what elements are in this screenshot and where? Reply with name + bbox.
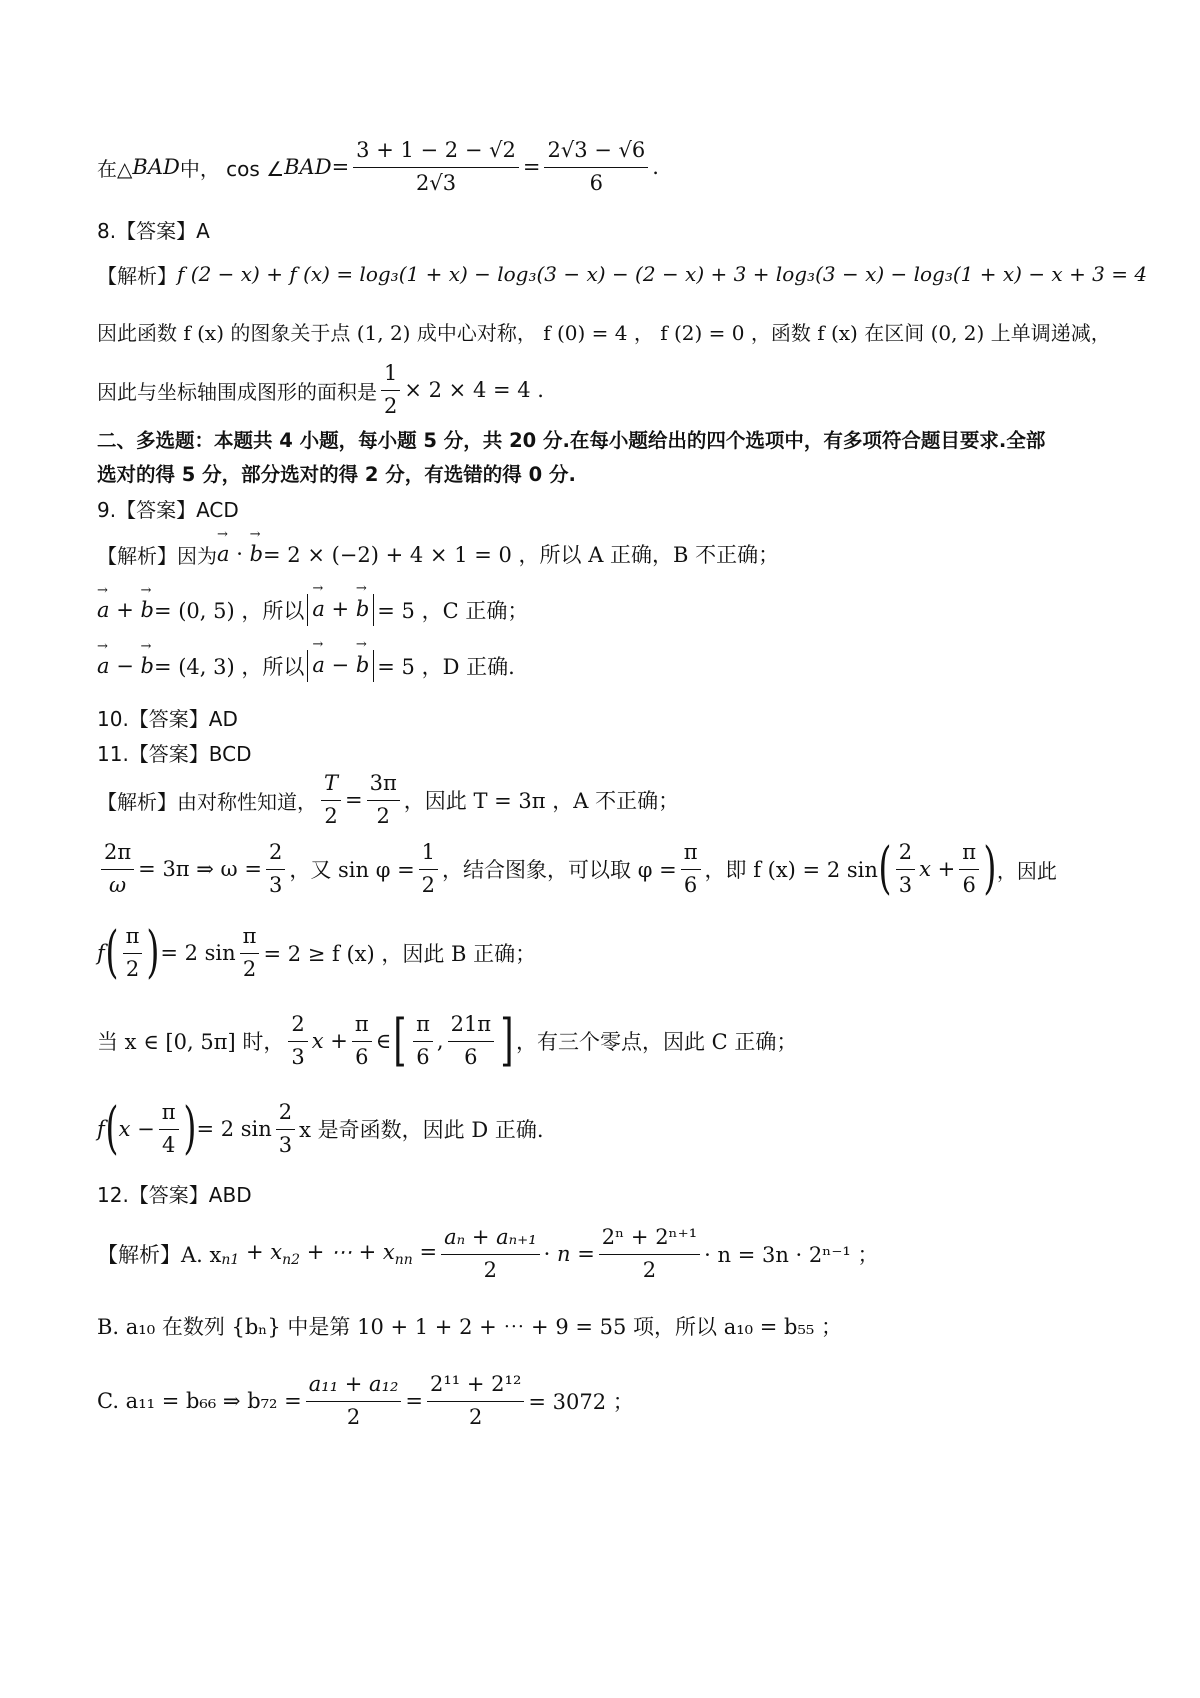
vector-a: → a [312, 596, 325, 623]
fraction [276, 1100, 295, 1157]
text: = 5 ，D 正确. [377, 655, 515, 679]
fraction [448, 1012, 495, 1069]
denominator: 6 [355, 1044, 369, 1069]
vector-a: → a [97, 598, 110, 622]
text: BAD [284, 155, 332, 179]
vector-b: → b [250, 542, 263, 566]
fraction [896, 840, 915, 897]
solution-11-line-1 [97, 768, 1160, 832]
solution-9-line-3 [97, 646, 1160, 686]
solution-11-line-4 [97, 1008, 1160, 1074]
text: = [522, 155, 541, 179]
denominator: 6 [683, 872, 698, 897]
numerator: π [240, 924, 260, 953]
text: ，结合图象，可以取 φ = [442, 858, 677, 882]
denominator: 3 [268, 872, 283, 897]
text: = 2 ≥ f (x) ，因此 B 正确； [263, 942, 537, 966]
equals: = [345, 788, 363, 812]
numerator: 2ⁿ + 2ⁿ⁺¹ [599, 1225, 700, 1254]
numerator: π [123, 924, 143, 953]
solution-12-line-a [97, 1222, 1160, 1286]
numerator: 2¹¹ + 2¹² [427, 1372, 524, 1401]
solution-11-line-3 [97, 920, 1160, 986]
answer-11: 11.【答案】BCD [97, 741, 252, 766]
vector-a: → a [97, 654, 110, 678]
text: = 2 sin [160, 941, 236, 965]
fraction [599, 1225, 700, 1282]
text: ∈ [375, 1029, 392, 1053]
numerator: π [413, 1012, 433, 1041]
solution-8-line-1 [97, 256, 1160, 292]
fraction [159, 1100, 179, 1157]
denominator: 2 [483, 1257, 498, 1282]
numerator: 2 [276, 1100, 295, 1129]
text: 【解析】 [97, 263, 177, 288]
right-paren: ) [983, 836, 997, 901]
equals: = [405, 1389, 424, 1413]
numerator: 2π [101, 840, 134, 869]
vector-a: → a [217, 542, 230, 566]
fraction [288, 1012, 307, 1069]
denominator: 2 [346, 1404, 361, 1429]
numerator: T [321, 771, 341, 800]
fraction [240, 924, 260, 981]
numerator: 2 [896, 840, 915, 869]
right-paren: ) [146, 920, 160, 985]
vector-a: → a [312, 652, 325, 679]
numerator: 1 [381, 361, 400, 390]
fraction [123, 924, 143, 981]
denominator: 2√3 [415, 170, 457, 195]
numerator: π [681, 840, 701, 869]
numerator: π [352, 1012, 372, 1041]
function-f: f [97, 941, 105, 965]
text: ，又 sin φ = [289, 858, 415, 882]
numerator: 1 [419, 840, 438, 869]
text: 在△ [97, 156, 133, 181]
solution-12-line-b: B. a₁₀ 在数列 {bₙ} 中是第 10 + 1 + 2 + ⋯ + 9 = 55 项，所以 a₁₀ = b₅₅ ； [97, 1315, 842, 1339]
denominator: 2 [324, 803, 338, 828]
numerator: aₙ + aₙ₊₁ [441, 1225, 540, 1254]
text: ，因此 [996, 858, 1057, 883]
section-2-heading-line-1: 二、多选题：本题共 4 小题，每小题 5 分，共 20 分.在每小题给出的四个选项中，有多项符合题目要求.全部 [97, 429, 1046, 452]
fraction [367, 771, 400, 828]
left-bracket: [ [393, 1008, 407, 1073]
denominator: 6 [962, 872, 976, 897]
text: = 5 ，C 正确； [377, 599, 529, 623]
vector-b: → b [140, 654, 153, 678]
vector-b: → b [356, 652, 369, 679]
denominator: 2 [421, 872, 436, 897]
text: 【解析】A. x [97, 1243, 222, 1267]
numerator: 21π [448, 1012, 495, 1041]
text: 当 x ∈ [0, 5π] 时， [97, 1030, 285, 1054]
absolute-value: → a − → b [307, 650, 374, 681]
fraction [413, 1012, 433, 1069]
numerator: a₁₁ + a₁₂ [306, 1372, 402, 1401]
numerator: π [959, 840, 979, 869]
text: f (2 − x) + f (x) = log₃(1 + x) − log₃(3 − x) − (2 − x) + 3 + log₃(3 − x) − log₃(1 + x) − x + 3 = 4 [177, 262, 1148, 286]
vector-b: → b [356, 596, 369, 623]
fraction [352, 1012, 372, 1069]
answer-9: 9.【答案】ACD [97, 497, 239, 522]
text: C. a₁₁ = b₆₆ ⇒ b₇₂ = [97, 1389, 302, 1413]
text: x 是奇函数，因此 D 正确. [299, 1118, 544, 1142]
fraction [544, 138, 648, 195]
answer-8: 8.【答案】A [97, 218, 210, 243]
fraction [306, 1372, 402, 1429]
fraction [321, 771, 341, 828]
text: = 3072 ； [528, 1390, 634, 1414]
answer-10: 10.【答案】AD [97, 706, 238, 731]
text: x + [919, 857, 956, 881]
solution-9-line-1 [97, 536, 1160, 572]
denominator: 6 [416, 1044, 430, 1069]
numerator: 2√3 − √6 [544, 138, 648, 167]
denominator: 6 [589, 170, 604, 195]
fraction [101, 840, 134, 897]
fraction [959, 840, 979, 897]
text: = (0, 5) ，所以 [153, 599, 305, 623]
right-paren: ) [182, 1096, 197, 1161]
minus-operator: − [109, 654, 141, 678]
fraction [427, 1372, 524, 1429]
denominator: 3 [291, 1044, 305, 1069]
left-paren: ( [105, 1096, 119, 1161]
text: x + [311, 1029, 348, 1053]
denominator: 6 [464, 1044, 478, 1069]
text: = 2 sin [196, 1117, 272, 1141]
numerator: π [159, 1100, 179, 1129]
left-paren: ( [878, 836, 892, 901]
fraction [441, 1225, 540, 1282]
text: . [652, 155, 659, 179]
fraction [353, 138, 519, 195]
denominator: 4 [161, 1132, 176, 1157]
numerator: 2 [288, 1012, 307, 1041]
fraction [266, 840, 285, 897]
numerator: 3π [367, 771, 400, 800]
solution-12-line-c [97, 1368, 1160, 1434]
solution-9-line-2 [97, 590, 1160, 630]
text: ，即 f (x) = 2 sin [704, 858, 878, 882]
text: 【解析】因为 [97, 543, 217, 568]
absolute-value: → a + → b [307, 594, 374, 625]
vector-b: → b [140, 598, 153, 622]
text: = [331, 155, 350, 179]
fraction [381, 361, 400, 418]
text: 【解析】由对称性知道， [97, 789, 317, 814]
right-bracket: ] [500, 1008, 514, 1073]
denominator: 2 [642, 1257, 657, 1282]
text: ，有三个零点，因此 C 正确； [515, 1030, 798, 1054]
text: · n = 3n · 2ⁿ⁻¹ ； [704, 1243, 879, 1267]
denominator: 2 [469, 1404, 483, 1429]
denominator: 2 [384, 393, 398, 418]
solution-8-line-3 [97, 360, 1160, 420]
text: = (4, 3) ，所以 [153, 655, 305, 679]
text: 因此函数 f (x) 的图象关于点 (1, 2) 成中心对称， f (0) = 4 ， f (2) = 0 ，函数 f (x) 在区间 (0, 2) 上单调递减， [97, 320, 1111, 345]
bad-cosine-line [97, 132, 1160, 202]
function-f: f [97, 1117, 105, 1141]
denominator: 3 [278, 1132, 293, 1157]
plus-operator: + [109, 598, 141, 622]
denominator: 2 [125, 956, 140, 981]
text: × 2 × 4 = 4 . [404, 378, 544, 402]
text: = 2 × (−2) + 4 × 1 = 0 ，所以 A 正确，B 不正确； [263, 543, 780, 567]
sum-terms: $_{n1} + x_{n2}$ + ⋯ + $x_{nn}$ = [221, 1239, 438, 1269]
solution-8-line-2 [97, 313, 1160, 349]
fraction [419, 840, 438, 897]
dot-n: · n = [543, 1242, 595, 1266]
text: = 3π ⇒ ω = [138, 857, 262, 881]
numerator: 2 [266, 840, 285, 869]
denominator: 3 [898, 872, 913, 897]
numerator: 3 + 1 − 2 − √2 [353, 138, 519, 167]
solution-11-line-2 [97, 836, 1160, 902]
section-2-heading-line-2: 选对的得 5 分，部分选对的得 2 分，有选错的得 0 分. [97, 463, 576, 486]
text: 因此与坐标轴围成图形的面积是 [97, 379, 377, 404]
fraction [681, 840, 701, 897]
text: BAD [132, 155, 180, 179]
variable-x: x − [118, 1117, 155, 1141]
text: 中， cos ∠ [179, 156, 285, 181]
denominator: 2 [376, 803, 390, 828]
text: ，因此 T = 3π ，A 不正确； [403, 789, 680, 813]
left-paren: ( [105, 920, 119, 985]
solution-11-line-5 [97, 1096, 1160, 1162]
dot-operator: · [229, 542, 250, 566]
comma: , [436, 1029, 444, 1053]
denominator: ω [109, 872, 127, 897]
answer-12: 12.【答案】ABD [97, 1182, 252, 1207]
denominator: 2 [242, 956, 257, 981]
